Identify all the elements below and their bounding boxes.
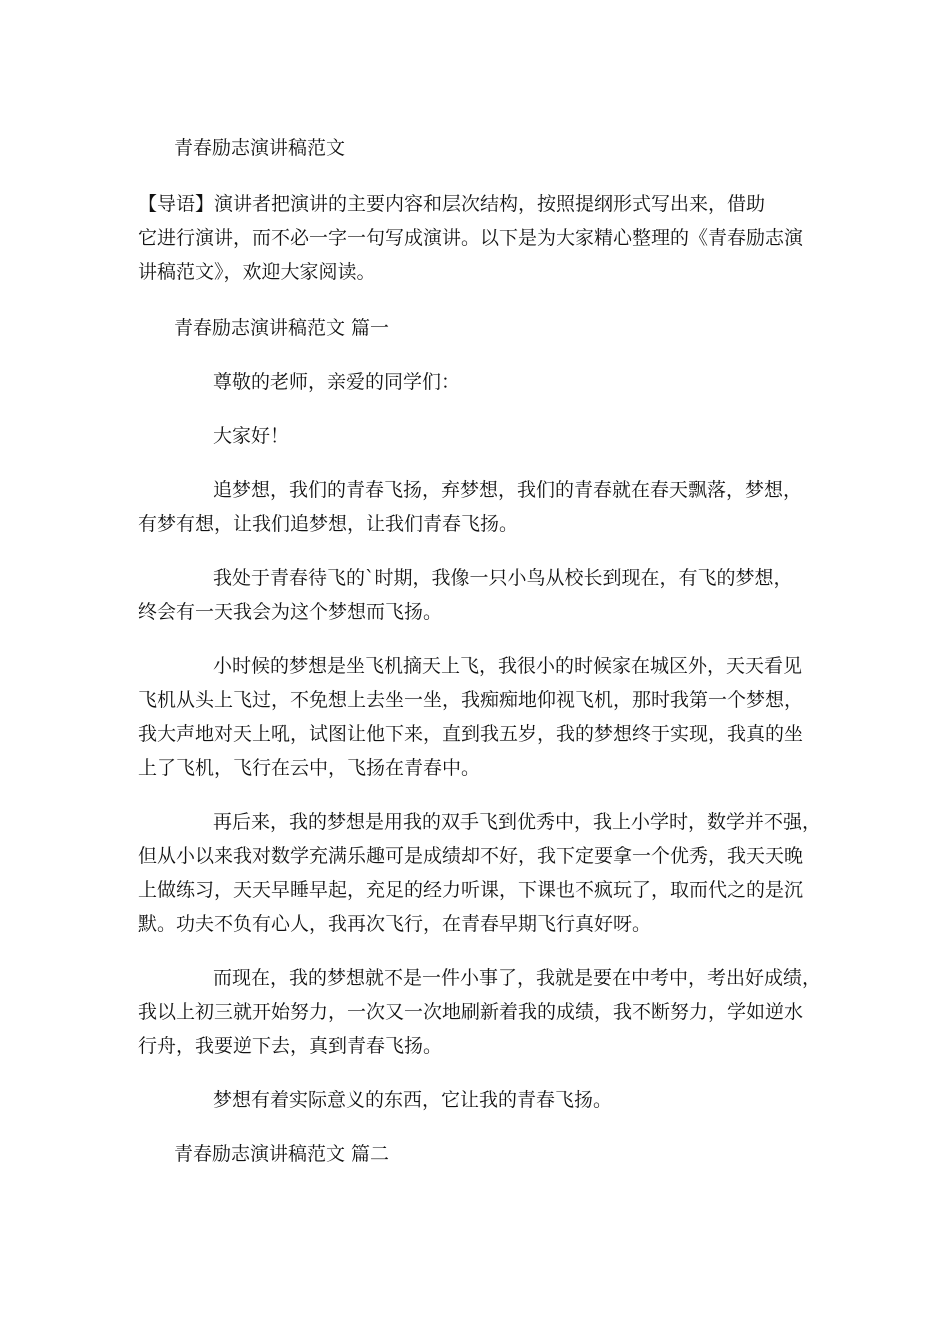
paragraph-1-line-1: 追梦想，我们的青春飞扬，弃梦想，我们的青春就在春天飘落，梦想，	[213, 479, 803, 501]
paragraph-5-line-1: 而现在，我的梦想就不是一件小事了，我就是要在中考中，考出好成绩，	[213, 967, 822, 989]
paragraph-6: 梦想有着实际意义的东西，它让我的青春飞扬。	[213, 1089, 613, 1111]
paragraph-3-line-2: 飞机从头上飞过，不免想上去坐一坐，我痴痴地仰视飞机，那时我第一个梦想，	[138, 689, 804, 711]
section-heading-1: 青春励志演讲稿范文 篇一	[174, 317, 390, 339]
salutation: 尊敬的老师，亲爱的同学们：	[213, 371, 461, 393]
paragraph-4-line-3: 上做练习，天天早睡早起，充足的经力听课，下课也不疯玩了，取而代之的是沉	[138, 879, 804, 901]
paragraph-4-line-1: 再后来，我的梦想是用我的双手飞到优秀中，我上小学时，数学并不强，	[213, 811, 822, 833]
paragraph-3-line-4: 上了飞机，飞行在云中，飞扬在青春中。	[138, 757, 481, 779]
paragraph-4-line-4: 默。功夫不负有心人，我再次飞行，在青春早期飞行真好呀。	[138, 913, 652, 935]
paragraph-3-line-1: 小时候的梦想是坐飞机摘天上飞，我很小的时候家在城区外，天天看见	[213, 655, 803, 677]
paragraph-3-line-3: 我大声地对天上吼，试图让他下来，直到我五岁，我的梦想终于实现，我真的坐	[138, 723, 804, 745]
intro-line-2: 它进行演讲，而不必一字一句写成演讲。以下是为大家精心整理的《青春励志演	[138, 227, 804, 249]
greeting: 大家好！	[213, 425, 290, 447]
document-title: 青春励志演讲稿范文	[174, 137, 346, 159]
paragraph-5-line-2: 我以上初三就开始努力，一次又一次地刷新着我的成绩，我不断努力，学如逆水	[138, 1001, 804, 1023]
paragraph-2-line-1: 我处于青春待飞的`时期，我像一只小鸟从校长到现在，有飞的梦想，	[213, 567, 793, 589]
paragraph-4-line-2: 但从小以来我对数学充满乐趣可是成绩却不好，我下定要拿一个优秀，我天天晚	[138, 845, 804, 867]
intro-line-3: 讲稿范文》，欢迎大家阅读。	[138, 261, 376, 283]
paragraph-5-line-3: 行舟，我要逆下去，真到青春飞扬。	[138, 1035, 443, 1057]
section-heading-2: 青春励志演讲稿范文 篇二	[174, 1143, 390, 1165]
paragraph-1-line-2: 有梦有想，让我们追梦想，让我们青春飞扬。	[138, 513, 519, 535]
intro-line-1: 【导语】演讲者把演讲的主要内容和层次结构，按照提纲形式写出来，借助	[138, 193, 766, 215]
paragraph-2-line-2: 终会有一天我会为这个梦想而飞扬。	[138, 601, 443, 623]
